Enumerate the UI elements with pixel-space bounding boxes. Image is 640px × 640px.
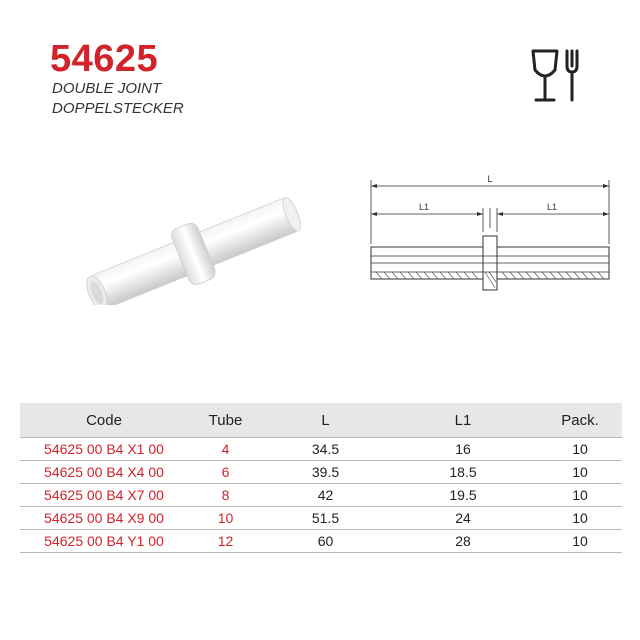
- table-header: [20, 403, 622, 437]
- cell-pack: 10: [572, 533, 588, 549]
- cell-L1: 16: [455, 441, 471, 457]
- cell-L1: 28: [455, 533, 471, 549]
- cell-code: 54625 00 B4 X9 00: [44, 510, 164, 526]
- dim-label-L: L: [487, 174, 493, 184]
- cell-tube: 12: [217, 533, 234, 549]
- cell-tube: 8: [221, 487, 230, 503]
- cell-L: 42: [317, 487, 334, 503]
- cell-code: 54625 00 B4 X1 00: [44, 441, 164, 457]
- header-tube: Tube: [208, 411, 243, 429]
- cell-pack: 10: [572, 487, 588, 503]
- product-name-en: DOUBLE JOINT: [52, 80, 162, 97]
- cell-tube: 10: [217, 510, 234, 526]
- cell-code: 54625 00 B4 Y1 00: [44, 533, 164, 549]
- cell-L: 39.5: [311, 464, 340, 480]
- table-row: [20, 438, 622, 460]
- glass-fork-icon: [527, 48, 585, 106]
- table-row: [20, 483, 622, 506]
- cell-tube: 4: [221, 441, 230, 457]
- table-row: [20, 529, 622, 552]
- header-L: L: [321, 411, 330, 429]
- spec-table: [20, 403, 622, 553]
- header-code: Code: [86, 411, 122, 429]
- dim-label-L1-left: L1: [418, 202, 430, 212]
- table-row: [20, 460, 622, 483]
- product-photo: [70, 195, 320, 305]
- header-pack: Pack.: [561, 411, 599, 429]
- dim-label-L1-right: L1: [546, 202, 558, 212]
- cell-code: 54625 00 B4 X4 00: [44, 464, 164, 480]
- cell-L1: 18.5: [449, 464, 477, 480]
- table-row: [20, 506, 622, 529]
- cell-L: 51.5: [311, 510, 340, 526]
- product-name-de: DOPPELSTECKER: [52, 100, 184, 117]
- cell-pack: 10: [572, 510, 588, 526]
- cell-pack: 10: [572, 441, 588, 457]
- cell-L: 60: [317, 533, 334, 549]
- cell-code: 54625 00 B4 X7 00: [44, 487, 164, 503]
- cell-L1: 24: [455, 510, 471, 526]
- header-L1: L1: [454, 411, 472, 429]
- product-code: 54625: [50, 38, 159, 80]
- cell-pack: 10: [572, 464, 588, 480]
- cell-L: 34.5: [311, 441, 340, 457]
- cell-L1: 19.5: [449, 487, 477, 503]
- cell-tube: 6: [221, 464, 230, 480]
- technical-drawing: [362, 172, 618, 302]
